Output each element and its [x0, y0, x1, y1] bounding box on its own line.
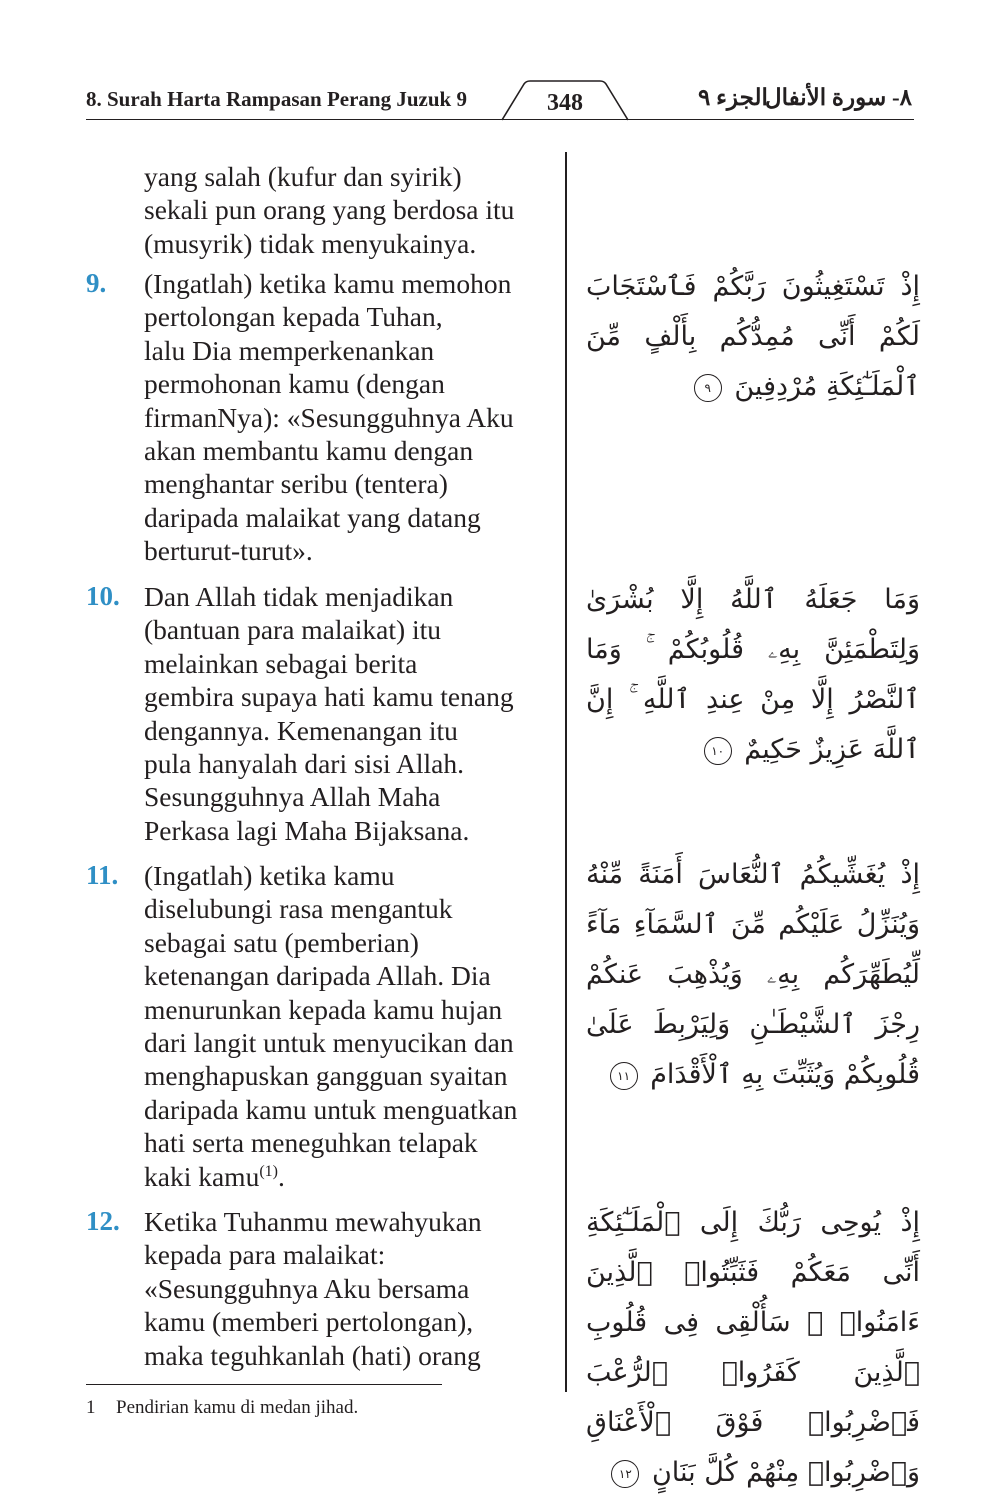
text-line: pertolongan kepada Tuhan, [144, 301, 443, 333]
verse-number: 11. [86, 860, 119, 890]
arabic-text: وَمَا جَعَلَهُ ٱللَّهُ إِلَّا بُشْرَىٰ وَلِتَطْمَئِنَّ بِهِۦ قُلُوبُكُمْ ۚ وَمَا ٱلنَّصْرُ إِلَّا مِنْ عِندِ ٱللَّهِ ۚ إِنَّ ٱللَّهَ عَزِيزٌ حَكِيمٌ [586, 584, 920, 765]
text-line: hati serta meneguhkan telapak [144, 1127, 478, 1159]
ayah-number-marker: ١٢ [611, 1460, 639, 1488]
verse-text [144, 859, 558, 1193]
text-line: (Ingatlah) ketika kamu [144, 860, 395, 891]
footnote-mark: 1 [86, 1397, 96, 1418]
verse-text [144, 1205, 558, 1372]
text-line: Sesungguhnya Allah Maha [144, 781, 441, 813]
text-line: menghapuskan gangguan syaitan [144, 1060, 508, 1092]
arabic-verse-11 [586, 850, 920, 1100]
text-line: Perkasa lagi Maha Bijaksana. [144, 814, 470, 846]
text-line: diselubungi rasa mengantuk [144, 893, 453, 925]
ayah-number-marker: ١١ [610, 1062, 638, 1090]
text-line: daripada malaikat yang datang [144, 501, 481, 533]
text-line [144, 1160, 558, 1193]
text-line: akan membantu kamu dengan [144, 435, 474, 467]
text-line: Ketika Tuhanmu mewahyukan [144, 1206, 482, 1237]
text-line: gembira supaya hati kamu tenang [144, 681, 514, 713]
text-line: sekali pun orang yang berdosa itu [144, 194, 515, 226]
text-line: ketenangan daripada Allah. Dia [144, 960, 491, 992]
header-juz-arabic: الجزء ٩ [698, 85, 768, 110]
arabic-verse-9 [586, 262, 920, 412]
text-line: (bantuan para malaikat) itu [144, 614, 442, 646]
text-line: menurunkan kepada kamu hujan [144, 993, 503, 1025]
text-line: firmanNya): «Sesungguhnya Aku [144, 401, 514, 433]
text-fragment: . [277, 1160, 285, 1192]
arabic-verse-12 [586, 1198, 920, 1498]
footnote-rule [86, 1384, 442, 1385]
ayah-number-marker: ٩ [694, 374, 722, 402]
intro-text [144, 160, 558, 260]
text-line: permohonan kamu (dengan [144, 368, 445, 400]
text-line: sebagai satu (pemberian) [144, 926, 419, 958]
text-line: kamu (memberi pertolongan), [144, 1306, 474, 1338]
header-surah-arabic: ٨- سورة الأنفال [764, 85, 912, 110]
arabic-text: إِذْ يُغَشِّيكُمُ ٱلنُّعَاسَ أَمَنَةً مِّنْهُ وَيُنَزِّلُ عَلَيْكُم مِّنَ ٱلسَّمَآءِ مَآءً لِّيُطَهِّرَكُم بِهِۦ وَيُذْهِبَ عَنكُمْ رِجْزَ ٱلشَّيْطَـٰنِ وَلِيَرْبِطَ عَلَىٰ قُلُوبِكُمْ وَيُثَبِّتَ بِهِ ٱلْأَقْدَامَ [586, 859, 920, 1090]
text-line: dengannya. Kemenangan itu [144, 714, 458, 746]
text-line: lalu Dia memperkenankan [144, 334, 435, 366]
header-surah-title: 8. Surah Harta Rampasan Perang Juzuk 9 [86, 87, 467, 111]
text-line: (Ingatlah) ketika kamu memohon [144, 268, 512, 299]
footnote-reference[interactable]: (1) [259, 1162, 278, 1180]
arabic-text: إِذْ تَسْتَغِيثُونَ رَبَّكُمْ فَٱسْتَجَابَ لَكُمْ أَنِّى مُمِدُّكُم بِأَلْفٍ مِّنَ ٱلْمَلَـٰٓئِكَةِ مُرْدِفِينَ [586, 271, 920, 402]
header-rule [86, 119, 914, 120]
footnote [86, 1397, 358, 1419]
verse-number: 9. [86, 268, 107, 298]
verse-text [144, 267, 558, 568]
ayah-number-marker: ١٠ [704, 737, 732, 765]
text-line: (musyrik) tidak menyukainya. [144, 227, 477, 259]
text-line: yang salah (kufur dan syirik) [144, 161, 462, 192]
arabic-text: إِذْ يُوحِى رَبُّكَ إِلَى ٱلْمَلَـٰٓئِكَةِ أَنِّى مَعَكُمْ فَثَبِّتُوا۟ ٱلَّذِينَ ءَامَنُوا۟ ۚ سَأُلْقِى فِى قُلُوبِ ٱلَّذِينَ كَفَرُوا۟ ٱلرُّعْبَ فَٱضْرِبُوا۟ فَوْقَ ٱلْأَعْنَاقِ وَٱضْرِبُوا۟ مِنْهُمْ كُلَّ بَنَانٍ [586, 1207, 920, 1488]
text-fragment: kaki kamu [144, 1160, 260, 1192]
text-line: daripada kamu untuk menguatkan [144, 1093, 518, 1125]
text-line: berturut-turut». [144, 535, 313, 567]
footnote-text: Pendirian kamu di medan jihad. [116, 1397, 359, 1418]
arabic-verse-10 [586, 575, 920, 775]
text-line: pula hanyalah dari sisi Allah. [144, 748, 464, 780]
verse-text [144, 580, 558, 847]
text-line: dari langit untuk menyucikan dan [144, 1027, 514, 1059]
verse-number: 10. [86, 581, 120, 611]
text-line: «Sesungguhnya Aku bersama [144, 1272, 470, 1304]
page-number: 348 [547, 90, 583, 116]
column-divider [565, 152, 567, 1392]
text-line: menghantar seribu (tentera) [144, 468, 448, 500]
text-line: maka teguhkanlah (hati) orang [144, 1339, 481, 1371]
verse-number: 12. [86, 1206, 120, 1236]
text-line: kepada para malaikat: [144, 1239, 386, 1271]
text-line: melainkan sebagai berita [144, 647, 418, 679]
text-line: Dan Allah tidak menjadikan [144, 581, 454, 612]
